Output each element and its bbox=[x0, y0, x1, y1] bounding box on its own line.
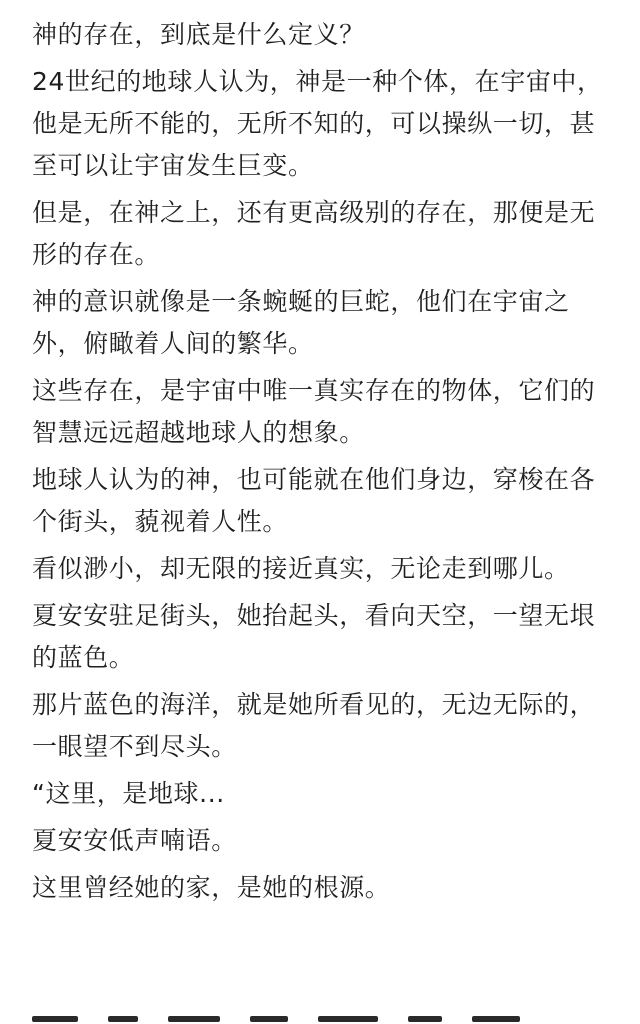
article-body bbox=[32, 14, 608, 914]
paragraph: 神的意识就像是一条蜿蜒的巨蛇，他们在宇宙之外，俯瞰着人间的繁华。 bbox=[32, 287, 570, 358]
cropped-text-line bbox=[32, 1006, 552, 1024]
paragraph: 但是，在神之上，还有更高级别的存在，那便是无形的存在。 bbox=[32, 198, 596, 269]
paragraph: 24世纪的地球人认为，神是一种个体，在宇宙中，他是无所不能的，无所不知的，可以操纵一切，甚至可以让宇宙发生巨变。 bbox=[32, 67, 603, 180]
paragraph: 神的存在，到底是什么定义？ bbox=[32, 20, 365, 49]
paragraph: “这里，是地球... bbox=[32, 779, 225, 808]
paragraph: 地球人认为的神，也可能就在他们身边，穿梭在各个街头，藐视着人性。 bbox=[32, 465, 596, 536]
paragraph: 这些存在，是宇宙中唯一真实存在的物体，它们的智慧远远超越地球人的想象。 bbox=[32, 376, 596, 447]
paragraph: 这里曾经她的家，是她的根源。 bbox=[32, 873, 391, 902]
paragraph: 夏安安驻足街头，她抬起头，看向天空，一望无垠的蓝色。 bbox=[32, 601, 596, 672]
paragraph: 夏安安低声喃语。 bbox=[32, 826, 237, 855]
paragraph: 看似渺小，却无限的接近真实，无论走到哪儿。 bbox=[32, 554, 570, 583]
paragraph: 那片蓝色的海洋，就是她所看见的，无边无际的，一眼望不到尽头。 bbox=[32, 690, 596, 761]
